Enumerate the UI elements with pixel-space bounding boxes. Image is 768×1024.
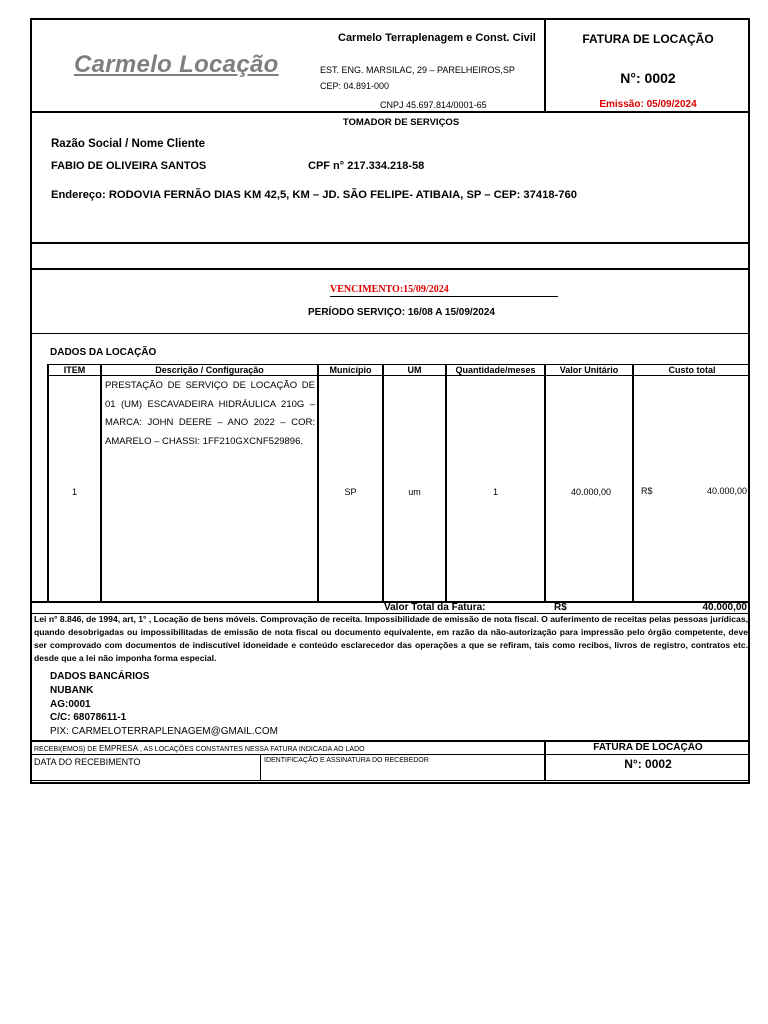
invoice-title: FATURA DE LOCAÇÃO bbox=[582, 32, 714, 46]
company-cep: CEP: 04.891-000 bbox=[320, 81, 390, 91]
table-header-municipio: Município bbox=[329, 365, 372, 375]
bank-pix: PIX: CARMELOTERRAPLENAGEM@GMAIL.COM bbox=[50, 726, 278, 737]
receipt-signature-label: IDENTIFICAÇÃO E ASSINATURA DO RECEBEDOR bbox=[264, 757, 429, 764]
table-cell-custo-total: 40.000,00 bbox=[706, 486, 747, 496]
table-header-description: Descrição / Configuração bbox=[155, 365, 264, 375]
table-header-quantidade: Quantidade/meses bbox=[455, 365, 536, 375]
table-cell-currency: R$ bbox=[641, 486, 653, 496]
bank-agency: AG:0001 bbox=[50, 699, 91, 710]
company-address: EST. ENG. MARSILAC, 29 – PARELHEIROS,SP bbox=[320, 65, 515, 75]
receipt-prefix: RECEBI(EMOS) DE bbox=[34, 746, 99, 753]
client-bottom-line bbox=[31, 242, 749, 244]
total-label: Valor Total da Fatura: bbox=[384, 602, 486, 613]
total-currency: R$ bbox=[554, 602, 567, 613]
receipt-statement bbox=[34, 744, 365, 753]
table-header-valor-unitario: Valor Unitário bbox=[559, 365, 619, 375]
table-col-line-2 bbox=[317, 364, 319, 602]
table-header-item: ITEM bbox=[63, 365, 86, 375]
company-logo-text: Carmelo Locação bbox=[74, 51, 279, 78]
client-cpf: CPF n° 217.334.218-58 bbox=[308, 160, 425, 172]
bank-name: NUBANK bbox=[50, 685, 94, 696]
table-header-custo-total: Custo total bbox=[668, 365, 716, 375]
client-name: FABIO DE OLIVEIRA SANTOS bbox=[51, 160, 207, 172]
period-bottom-line bbox=[31, 333, 749, 334]
receipt-middle-line bbox=[31, 754, 749, 755]
table-cell-municipio: SP bbox=[344, 487, 357, 497]
receipt-date-label: DATA DO RECEBIMENTO bbox=[34, 757, 141, 767]
table-col-line-4 bbox=[445, 364, 447, 602]
legal-notice: Lei n° 8.846, de 1994, art, 1° , Locação de bens móveis. Comprovação de receita. Impossibilidade de emissão de nota fiscal. O auferimento de receitas pelas pessoas jurídicas, quando desobrigadas ou impossibilitadas de emissão de nota fiscal ou documento equivalente, em razão da não-autorização para impressão pelo órgão competente, deve ser comprovado com documentos de indiscutível idoneidade e conteúdo esclarecedor das operações a que se refiram, tais como recibos, livros de registro, contratos etc. desde que a lei não imponha forma especial. bbox=[34, 614, 748, 663]
table-cell-valor-unitario: 40.000,00 bbox=[570, 487, 612, 497]
table-header-um: UM bbox=[407, 365, 422, 375]
header-bottom-line bbox=[31, 111, 749, 113]
table-cell-um: um bbox=[408, 487, 421, 497]
table-col-line-0 bbox=[47, 364, 49, 602]
due-date-underline bbox=[330, 296, 558, 297]
bank-title: DADOS BANCÁRIOS bbox=[50, 671, 150, 682]
total-value: 40.000,00 bbox=[702, 602, 747, 613]
issue-date: Emissão: 05/09/2024 bbox=[599, 99, 697, 110]
table-cell-description: PRESTAÇÃO DE SERVIÇO DE LOCAÇÃO DE 01 (UM) ESCAVADEIRA HIDRÁULICA 210G – MARCA: JOHN DEERE – ANO 2022 – COR: AMARELO – CHASSI: 1FF210GXCNF529896. bbox=[105, 380, 315, 447]
rental-section-title: DADOS DA LOCAÇÃO bbox=[50, 347, 157, 358]
table-col-line-5 bbox=[544, 364, 546, 602]
table-cell-quantidade: 1 bbox=[492, 487, 498, 497]
company-cnpj: CNPJ 45.697.814/0001-65 bbox=[380, 100, 487, 110]
client-name-label: Razão Social / Nome Cliente bbox=[51, 138, 206, 150]
due-date: VENCIMENTO:15/09/2024 bbox=[330, 284, 449, 295]
blank-row-bottom-line bbox=[31, 268, 749, 270]
receipt-inner-bottom-line bbox=[31, 780, 749, 781]
receipt-invoice-title: FATURA DE LOCAÇÃO bbox=[593, 742, 703, 753]
invoice-number: N°: 0002 bbox=[620, 70, 676, 86]
bank-account: C/C: 68078611-1 bbox=[50, 712, 127, 723]
table-cell-item: 1 bbox=[71, 487, 77, 497]
receipt-suffix: , AS LOCAÇÕES CONSTANTES NESSA FATURA INDICADA AO LADO bbox=[138, 746, 365, 753]
receipt-invoice-number: N°: 0002 bbox=[624, 757, 672, 771]
receipt-company: EMPRESA bbox=[98, 744, 139, 753]
table-header-line bbox=[47, 375, 750, 376]
receipt-divider-signature bbox=[260, 754, 261, 780]
client-address: Endereço: RODOVIA FERNÃO DIAS KM 42,5, KM – JD. SÃO FELIPE- ATIBAIA, SP – CEP: 37418-760 bbox=[51, 189, 577, 201]
table-col-line-3 bbox=[382, 364, 384, 602]
service-period: PERÍODO SERVIÇO: 16/08 A 15/09/2024 bbox=[308, 307, 495, 318]
client-section-title: TOMADOR DE SERVIÇOS bbox=[342, 117, 460, 128]
table-col-line-6 bbox=[632, 364, 634, 602]
table-col-line-1 bbox=[100, 364, 102, 602]
company-name: Carmelo Terraplenagem e Const. Civil bbox=[338, 32, 536, 44]
